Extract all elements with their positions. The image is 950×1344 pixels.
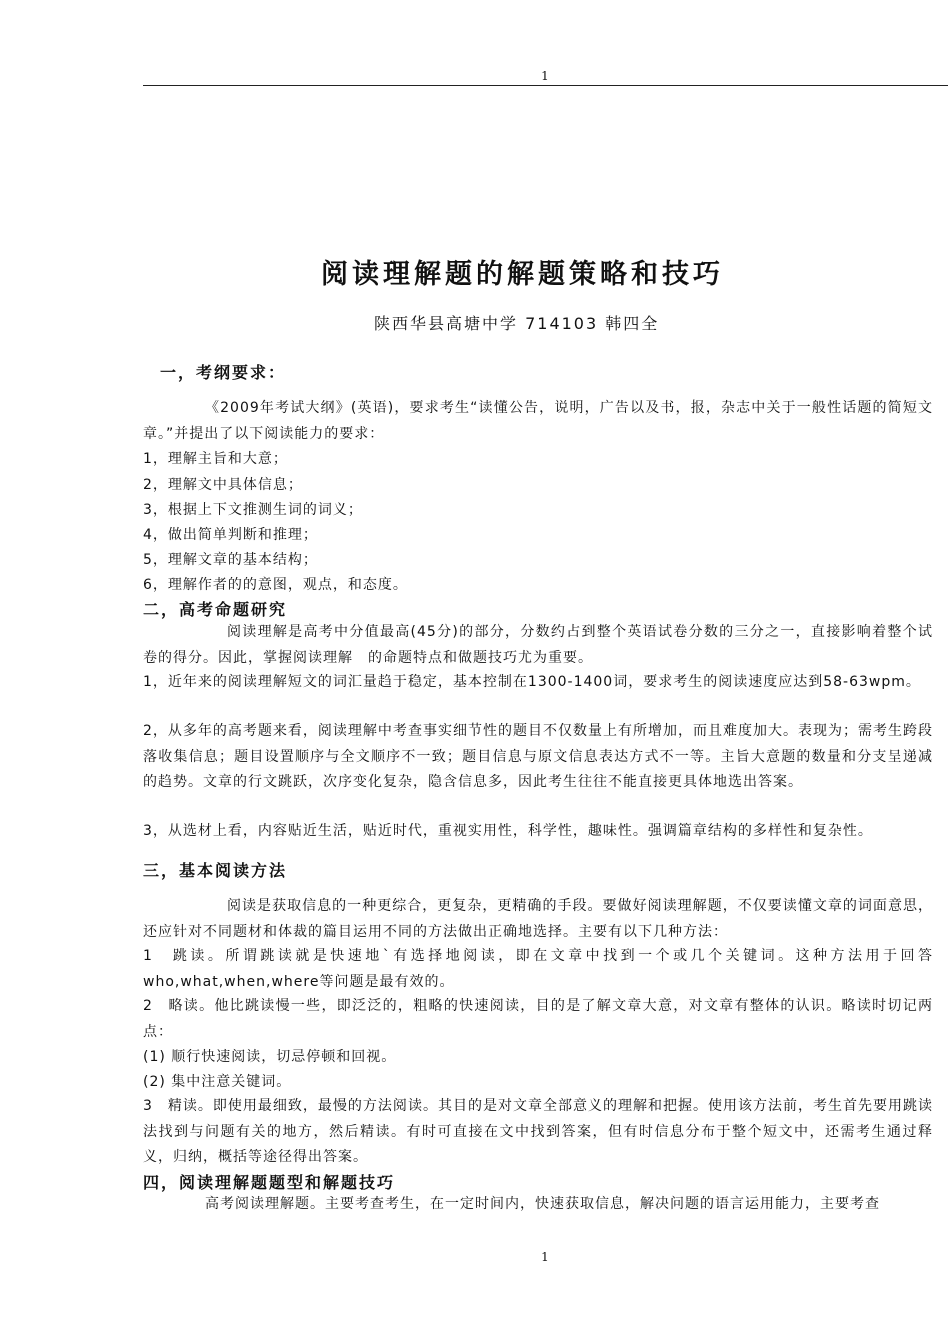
section-4-intro: 高考阅读理解题。主要考查考生，在一定时间内，快速获取信息，解决问题的语言运用能力，主要考查: [205, 1196, 880, 1212]
requirement-item: 1，理解主旨和大意；: [143, 451, 288, 467]
author-byline: 陕西华县高塘中学 714103 韩四全: [374, 314, 660, 333]
header-rule: [143, 85, 948, 86]
method-1-skimming: 1 跳读。所谓跳读就是快速地`有选择地阅读，即在文章中找到一个或几个关键词。这种方法用于回答who,what,when,where等问题是最有效的。: [143, 948, 933, 990]
section-1-intro: 《2009年考试大纲》(英语)，要求考生“读懂公告，说明，广告以及书，报，杂志中关于一般性话题的简短文章。”并提出了以下阅读能力的要求：: [143, 400, 933, 442]
section-3-heading: 三，基本阅读方法: [143, 861, 288, 880]
section-4-heading: 四，阅读理解题题型和解题技巧: [143, 1173, 396, 1192]
method-2-point-b: (2) 集中注意关键词。: [143, 1074, 292, 1090]
section-2-point-1: 1，近年来的阅读理解短文的词汇量趋于稳定，基本控制在1300-1400词，要求考生的阅读速度应达到58-63wpm。: [143, 674, 921, 690]
method-2-point-a: (1) 顺行快速阅读，切忌停顿和回视。: [143, 1049, 397, 1065]
section-2-heading: 二，高考命题研究: [143, 600, 288, 619]
method-2-reading: 2 略读。他比跳读慢一些，即泛泛的，粗略的快速阅读，目的是了解文章大意，对文章有整体的认识。略读时切记两点：: [143, 998, 933, 1040]
requirement-item: 5，理解文章的基本结构；: [143, 552, 318, 568]
section-2-point-3: 3，从选材上看，内容贴近生活，贴近时代，重视实用性，科学性，趣味性。强调篇章结构的多样性和复杂性。: [143, 823, 873, 839]
section-3-intro: 阅读是获取信息的一种更综合，更复杂，更精确的手段。要做好阅读理解题，不仅要读懂文章的词面意思，还应针对不同题材和体裁的篇目运用不同的方法做出正确地选择。主要有以下几种方法：: [143, 898, 933, 940]
method-3-intensive: 3 精读。即使用最细致，最慢的方法阅读。其目的是对文章全部意义的理解和把握。使用该方法前，考生首先要用跳读法找到与问题有关的地方，然后精读。有时可直接在文中找到答案，但有时信息分布于整个短文中，还需考生通过释义，归纳，概括等途径得出答案。: [143, 1098, 933, 1166]
requirement-item: 2，理解文中具体信息；: [143, 477, 303, 493]
section-2-intro: 阅读理解是高考中分值最高(45分)的部分，分数约占到整个英语试卷分数的三分之一，直接影响着整个试卷的得分。因此，掌握阅读理解 的命题特点和做题技巧尤为重要。: [143, 624, 933, 666]
document-title: 阅读理解题的解题策略和技巧: [321, 259, 724, 290]
requirement-item: 3，根据上下文推测生词的词义；: [143, 502, 363, 518]
section-2-point-2: 2，从多年的高考题来看，阅读理解中考查事实细节性的题目不仅数量上有所增加，而且难度加大。表现为；需考生跨段落收集信息；题目设置顺序与全文顺序不一致；题目信息与原文信息表达方式不一等。主旨大意题的数量和分支呈递减的趋势。文章的行文跳跃，次序变化复杂，隐含信息多，因此考生往往不能直接更具体地选出答案。: [143, 723, 933, 791]
requirement-item: 4，做出简单判断和推理；: [143, 527, 318, 543]
header-page-number: 1: [541, 69, 549, 83]
section-1-heading: 一，考纲要求：: [160, 363, 287, 382]
footer-page-number: 1: [541, 1250, 549, 1264]
requirement-item: 6，理解作者的的意图，观点，和态度。: [143, 577, 408, 593]
